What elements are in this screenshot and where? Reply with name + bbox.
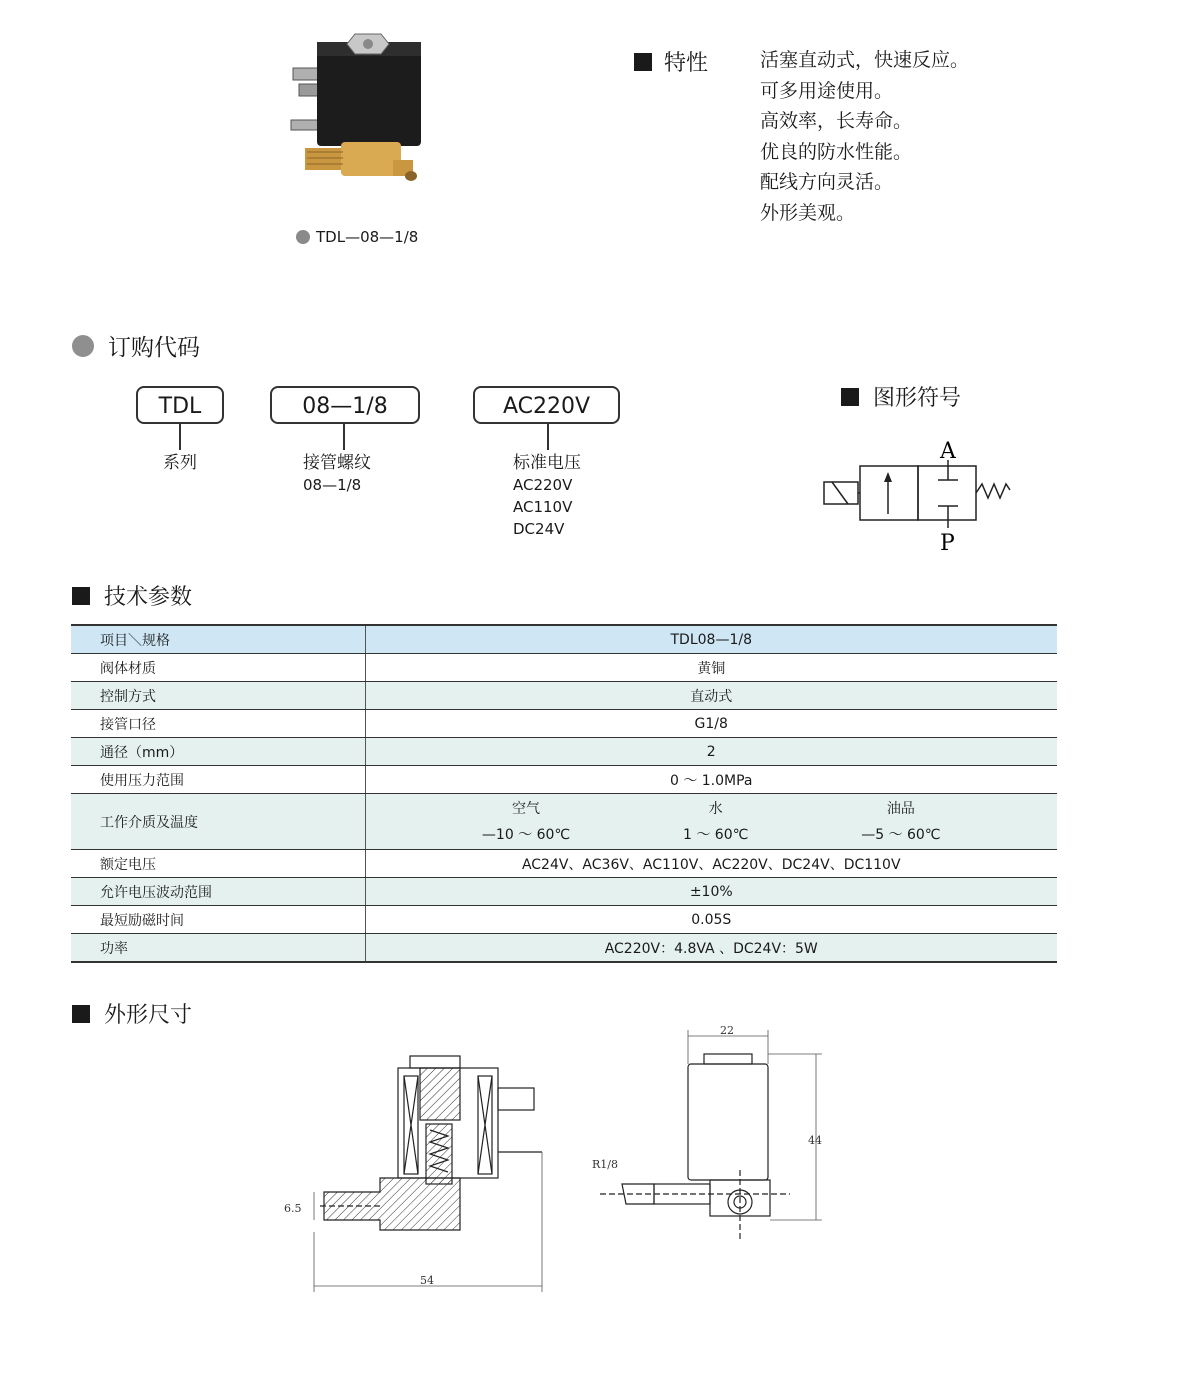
features-heading bbox=[634, 46, 708, 77]
bullet-dot-icon bbox=[296, 230, 310, 244]
media-item bbox=[861, 796, 940, 848]
order-code-heading bbox=[72, 329, 200, 362]
section-view bbox=[320, 1056, 542, 1230]
product-caption bbox=[296, 228, 418, 246]
row-value: 0.05S bbox=[365, 906, 1057, 934]
table-row bbox=[71, 906, 1057, 934]
feature-item: 可多用途使用。 bbox=[760, 79, 894, 102]
row-key: 通径（mm） bbox=[71, 738, 365, 766]
table-row bbox=[71, 934, 1057, 963]
code-sub-item: DC24V bbox=[513, 520, 565, 538]
port-p-label: P bbox=[940, 531, 955, 556]
row-key: 允许电压波动范围 bbox=[71, 878, 365, 906]
row-key: 功率 bbox=[71, 934, 365, 963]
media-name: 空气 bbox=[512, 800, 541, 817]
code-connector bbox=[547, 424, 549, 450]
media-item bbox=[482, 796, 570, 848]
code-box: TDL bbox=[136, 386, 224, 424]
row-key: 额定电压 bbox=[71, 850, 365, 878]
row-key: 阀体材质 bbox=[71, 654, 365, 682]
media-temp: —5 ～ 60℃ bbox=[861, 826, 941, 843]
feature-item: 活塞直动式，快速反应。 bbox=[760, 49, 970, 71]
table-row bbox=[71, 850, 1057, 878]
header-value: TDL08—1/8 bbox=[365, 625, 1057, 654]
dim-54: 54 bbox=[420, 1274, 434, 1287]
row-key: 控制方式 bbox=[71, 682, 365, 710]
order-code-title: 订购代码 bbox=[108, 335, 200, 361]
dim-6-5: 6.5 bbox=[284, 1202, 302, 1215]
header-key: 项目＼规格 bbox=[71, 625, 365, 654]
square-bullet-icon bbox=[634, 53, 652, 71]
code-connector bbox=[179, 424, 181, 450]
media-name: 水 bbox=[708, 800, 723, 817]
media-temp: 1 ～ 60℃ bbox=[683, 826, 749, 843]
code-sub-item: AC220V bbox=[513, 476, 573, 494]
square-bullet-icon bbox=[72, 587, 90, 605]
circle-bullet-icon bbox=[72, 335, 94, 357]
table-row bbox=[71, 654, 1057, 682]
media-name: 油品 bbox=[886, 800, 915, 817]
table-row bbox=[71, 710, 1057, 738]
table-row bbox=[71, 878, 1057, 906]
row-key: 使用压力范围 bbox=[71, 766, 365, 794]
media-temp: —10 ～ 60℃ bbox=[481, 826, 571, 843]
code-sub-item: 08—1/8 bbox=[303, 476, 362, 494]
symbol-title: 图形符号 bbox=[873, 386, 962, 411]
feature-item: 配线方向灵活。 bbox=[760, 171, 894, 193]
row-value: 0 ～ 1.0MPa bbox=[365, 766, 1057, 794]
media-cell bbox=[365, 794, 1057, 850]
symbol-heading bbox=[841, 381, 961, 412]
code-group-thread bbox=[270, 386, 420, 496]
dimensions-heading bbox=[72, 998, 192, 1029]
code-group-series bbox=[136, 386, 224, 474]
dim-44: 44 bbox=[808, 1134, 822, 1147]
feature-item: 高效率，长寿命。 bbox=[760, 110, 913, 132]
row-key: 最短励磁时间 bbox=[71, 906, 365, 934]
features-title: 特性 bbox=[664, 51, 709, 76]
params-table bbox=[71, 624, 1057, 963]
code-box: AC220V bbox=[473, 386, 620, 424]
row-key: 工作介质及温度 bbox=[71, 794, 365, 850]
row-value: 直动式 bbox=[365, 682, 1057, 710]
code-box: 08—1/8 bbox=[270, 386, 420, 424]
row-value: G1/8 bbox=[365, 710, 1057, 738]
row-value: 黄铜 bbox=[365, 654, 1057, 682]
dim-22: 22 bbox=[720, 1024, 734, 1037]
dimension-drawing bbox=[280, 1020, 840, 1300]
code-sub-item: AC110V bbox=[513, 498, 573, 516]
side-view bbox=[600, 1054, 790, 1240]
tech-params-heading bbox=[72, 580, 192, 611]
dimensions-title: 外形尺寸 bbox=[104, 1003, 193, 1028]
row-value: AC24V、AC36V、AC110V、AC220V、DC24V、DC110V bbox=[365, 850, 1057, 878]
tech-params-title: 技术参数 bbox=[104, 585, 193, 610]
table-header-row bbox=[71, 625, 1057, 654]
code-label: 系列 bbox=[163, 453, 197, 473]
square-bullet-icon bbox=[72, 1005, 90, 1023]
media-item bbox=[683, 796, 748, 848]
side-dims bbox=[688, 1030, 822, 1220]
code-connector bbox=[343, 424, 345, 450]
table-row-media bbox=[71, 794, 1057, 850]
product-photo bbox=[285, 30, 435, 200]
table-row bbox=[71, 766, 1057, 794]
code-group-voltage bbox=[473, 386, 620, 540]
row-value: AC220V：4.8VA 、DC24V：5W bbox=[365, 934, 1057, 963]
row-value: ±10% bbox=[365, 878, 1057, 906]
caption-text: TDL—08—1/8 bbox=[316, 228, 419, 246]
table-row bbox=[71, 738, 1057, 766]
features-list bbox=[760, 46, 969, 229]
row-key: 接管口径 bbox=[71, 710, 365, 738]
port-a-label: A bbox=[940, 439, 956, 464]
feature-item: 优良的防水性能。 bbox=[760, 140, 913, 163]
media-list bbox=[366, 796, 1058, 848]
valve-symbol bbox=[818, 432, 1018, 562]
code-label: 接管螺纹 bbox=[303, 453, 371, 473]
feature-item: 外形美观。 bbox=[760, 201, 856, 224]
dim-thread: R1/8 bbox=[592, 1158, 618, 1171]
table-row bbox=[71, 682, 1057, 710]
square-bullet-icon bbox=[841, 388, 859, 406]
code-label: 标准电压 bbox=[513, 453, 581, 473]
row-value: 2 bbox=[365, 738, 1057, 766]
